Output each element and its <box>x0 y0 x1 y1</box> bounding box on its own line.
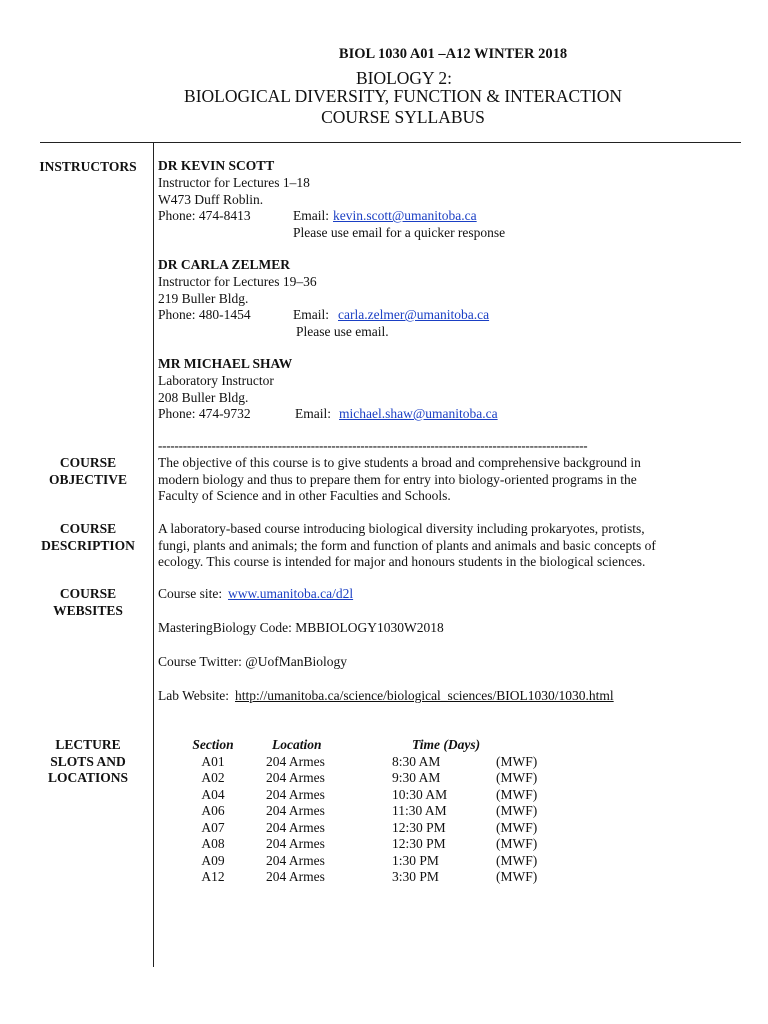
time-cell: 8:30 AM <box>392 753 441 769</box>
description-line: ecology. This course is intended for major and honours students in the biological sciences. <box>158 554 646 569</box>
section-cell: A06 <box>201 803 225 818</box>
instructor-office: 208 Buller Bldg. <box>158 390 249 405</box>
instructors-label: INSTRUCTORS <box>39 159 137 174</box>
objective-line: Faculty of Science and in other Faculties and Schools. <box>158 488 451 503</box>
label-line: LECTURE <box>55 737 121 752</box>
table-row <box>170 803 537 820</box>
table-row <box>170 836 537 853</box>
time-cell: 3:30 PM <box>392 869 439 884</box>
instructor-name: DR KEVIN SCOTT <box>158 158 275 173</box>
location-cell: 204 Armes <box>266 852 325 868</box>
instructor-role: Laboratory Instructor <box>158 373 274 388</box>
course-site-link[interactable]: www.umanitoba.ca/d2l <box>228 586 354 601</box>
days-cell: (MWF) <box>496 852 538 868</box>
title-line-3: COURSE SYLLABUS <box>321 107 485 127</box>
instructor-phone: Phone: 474-9732 <box>158 406 251 421</box>
objective-line: modern biology and thus to prepare them for entry into biology-oriented programs in the <box>158 472 637 487</box>
mastering-code: MasteringBiology Code: MBBIOLOGY1030W2018 <box>158 620 444 635</box>
description-line: A laboratory-based course introducing biological diversity including prokaryotes, protists, <box>158 521 645 536</box>
label-line: OBJECTIVE <box>48 471 128 487</box>
label-line: COURSE <box>59 586 117 601</box>
section-cell: A07 <box>201 819 225 835</box>
dashed-separator: -------------------------------------------------------------------------------------------------------- <box>158 438 588 453</box>
title-line-2: BIOLOGICAL DIVERSITY, FUNCTION & INTERACTION <box>184 86 622 106</box>
table-header-row <box>170 737 537 754</box>
time-cell: 10:30 AM <box>392 786 448 802</box>
label-line: COURSE <box>59 455 117 470</box>
location-cell: 204 Armes <box>266 819 325 835</box>
days-cell: (MWF) <box>496 803 538 818</box>
label-line: LOCATIONS <box>47 770 129 785</box>
lectures-label <box>30 737 146 787</box>
title-line-1: BIOLOGY 2: <box>355 68 453 88</box>
time-cell: 12:30 PM <box>392 819 446 835</box>
instructor-phone: Phone: 480-1454 <box>158 307 251 322</box>
horizontal-rule <box>40 142 741 143</box>
instructor-note: Please use email for a quicker response <box>293 225 506 240</box>
websites-label <box>30 586 146 619</box>
location-cell: 204 Armes <box>266 803 325 818</box>
course-code: BIOL 1030 A01 –A12 WINTER 2018 <box>338 46 568 62</box>
table-row <box>170 787 537 804</box>
days-cell: (MWF) <box>496 836 538 851</box>
objective-label <box>30 455 146 488</box>
table-body <box>170 754 537 886</box>
days-cell: (MWF) <box>496 770 538 785</box>
time-cell: 1:30 PM <box>392 852 439 868</box>
description-label <box>30 521 146 554</box>
table-row <box>170 754 537 771</box>
column-header: Time (Days) <box>412 737 481 752</box>
time-cell: 9:30 AM <box>392 770 441 785</box>
instructor-office: W473 Duff Roblin. <box>158 192 264 207</box>
objective-line: The objective of this course is to give students a broad and comprehensive background in <box>158 455 641 470</box>
table-row <box>170 820 537 837</box>
location-cell: 204 Armes <box>266 770 325 785</box>
email-link[interactable]: kevin.scott@umanitoba.ca <box>333 208 477 223</box>
column-header: Section <box>192 737 234 752</box>
instructor-name: DR CARLA ZELMER <box>158 257 291 272</box>
instructor-phone: Phone: 474-8413 <box>158 208 251 223</box>
time-cell: 12:30 PM <box>392 836 446 851</box>
days-cell: (MWF) <box>496 786 538 802</box>
email-link[interactable]: carla.zelmer@umanitoba.ca <box>338 307 490 322</box>
location-cell: 204 Armes <box>266 753 325 769</box>
time-cell: 11:30 AM <box>392 803 447 818</box>
days-cell: (MWF) <box>496 869 538 884</box>
course-site-label: Course site: <box>158 586 223 601</box>
table-row <box>170 853 537 870</box>
label-line: SLOTS AND <box>50 753 126 769</box>
lab-website-link[interactable]: http://umanitoba.ca/science/biological_sciences/BIOL1030/1030.html <box>235 688 614 703</box>
lab-website-label: Lab Website: <box>158 688 230 703</box>
location-cell: 204 Armes <box>266 836 325 851</box>
instructor-note: Please use email. <box>296 324 389 339</box>
section-cell: A08 <box>201 836 225 851</box>
days-cell: (MWF) <box>496 753 538 769</box>
description-line: fungi, plants and animals; the form and function of plants and animals and basic concepts of <box>158 538 656 553</box>
location-cell: 204 Armes <box>266 786 325 802</box>
table-row <box>170 770 537 787</box>
email-link[interactable]: michael.shaw@umanitoba.ca <box>339 406 498 421</box>
instructor-office: 219 Buller Bldg. <box>158 291 249 306</box>
section-cell: A04 <box>201 786 225 802</box>
instructor-name: MR MICHAEL SHAW <box>158 356 293 371</box>
section-cell: A01 <box>201 753 225 769</box>
location-cell: 204 Armes <box>266 869 325 884</box>
column-header: Location <box>272 737 322 752</box>
course-twitter: Course Twitter: @UofManBiology <box>158 654 347 669</box>
label-line: COURSE <box>59 521 117 536</box>
instructor-role: Instructor for Lectures 1–18 <box>158 175 310 190</box>
table-row <box>170 869 537 886</box>
label-line: DESCRIPTION <box>41 537 135 553</box>
vertical-rule <box>153 142 154 967</box>
section-cell: A09 <box>201 852 225 868</box>
instructor-role: Instructor for Lectures 19–36 <box>158 274 317 289</box>
section-cell: A12 <box>201 869 225 884</box>
label-line: WEBSITES <box>53 602 123 618</box>
email-label: Email: <box>293 208 329 223</box>
section-cell: A02 <box>201 770 225 785</box>
days-cell: (MWF) <box>496 819 538 835</box>
email-label: Email: <box>293 307 329 322</box>
email-label: Email: <box>295 406 331 421</box>
lecture-slots-table <box>170 737 537 886</box>
